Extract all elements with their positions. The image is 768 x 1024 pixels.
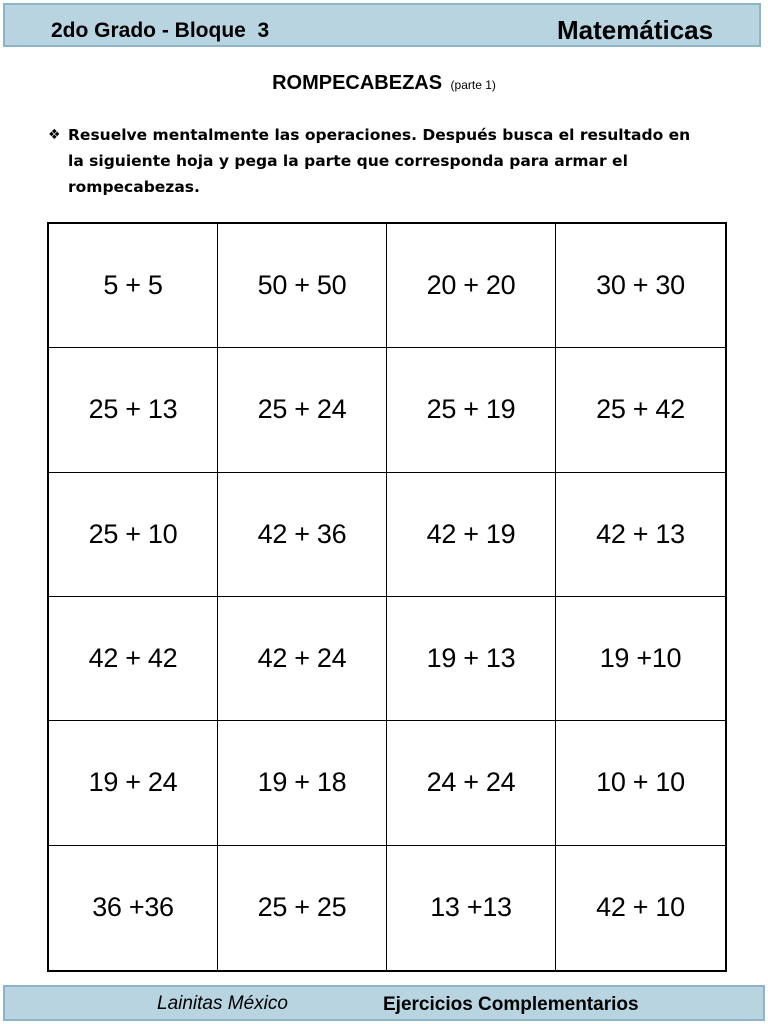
puzzle-cell: 25 + 13 bbox=[49, 348, 218, 472]
puzzle-cell: 25 + 19 bbox=[387, 348, 556, 472]
puzzle-cell: 25 + 10 bbox=[49, 473, 218, 597]
puzzle-cell: 19 + 13 bbox=[387, 597, 556, 721]
puzzle-cell: 42 + 24 bbox=[218, 597, 387, 721]
puzzle-cell: 36 +36 bbox=[49, 846, 218, 970]
puzzle-cell: 19 + 24 bbox=[49, 721, 218, 845]
puzzle-cell: 50 + 50 bbox=[218, 224, 387, 348]
subject-label: Matemáticas bbox=[557, 15, 714, 45]
puzzle-cell: 30 + 30 bbox=[556, 224, 725, 348]
puzzle-cell: 42 + 36 bbox=[218, 473, 387, 597]
puzzle-grid bbox=[47, 222, 727, 972]
puzzle-cell: 13 +13 bbox=[387, 846, 556, 970]
footer-bar bbox=[3, 985, 765, 1021]
puzzle-cell: 25 + 25 bbox=[218, 846, 387, 970]
puzzle-cell: 19 + 18 bbox=[218, 721, 387, 845]
instruction bbox=[48, 122, 708, 200]
title-sub: (parte 1) bbox=[450, 78, 496, 92]
puzzle-cell: 20 + 20 bbox=[387, 224, 556, 348]
puzzle-cell: 25 + 42 bbox=[556, 348, 725, 472]
instruction-text: Resuelve mentalmente las operaciones. Después busca el resultado en la siguiente hoja y pega la parte que corresponda para armar el rompecabezas. bbox=[68, 126, 691, 196]
footer-title: Ejercicios Complementarios bbox=[383, 994, 639, 1015]
puzzle-cell: 42 + 19 bbox=[387, 473, 556, 597]
puzzle-cell: 5 + 5 bbox=[49, 224, 218, 348]
puzzle-cell: 24 + 24 bbox=[387, 721, 556, 845]
puzzle-cell: 19 +10 bbox=[556, 597, 725, 721]
worksheet-title bbox=[0, 72, 768, 95]
diamond-bullet-icon: ❖ bbox=[48, 127, 61, 143]
puzzle-cell: 25 + 24 bbox=[218, 348, 387, 472]
grade-label: 2do Grado - Bloque 3 bbox=[51, 19, 270, 42]
puzzle-cell: 42 + 10 bbox=[596, 892, 685, 923]
header-bar bbox=[3, 3, 761, 47]
puzzle-cell: 10 + 10 bbox=[556, 721, 725, 845]
puzzle-cell: 42 + 42 bbox=[49, 597, 218, 721]
footer-author: Lainitas México bbox=[157, 993, 288, 1014]
puzzle-cell: 42 + 13 bbox=[556, 473, 725, 597]
title-main: ROMPECABEZAS bbox=[272, 72, 443, 94]
